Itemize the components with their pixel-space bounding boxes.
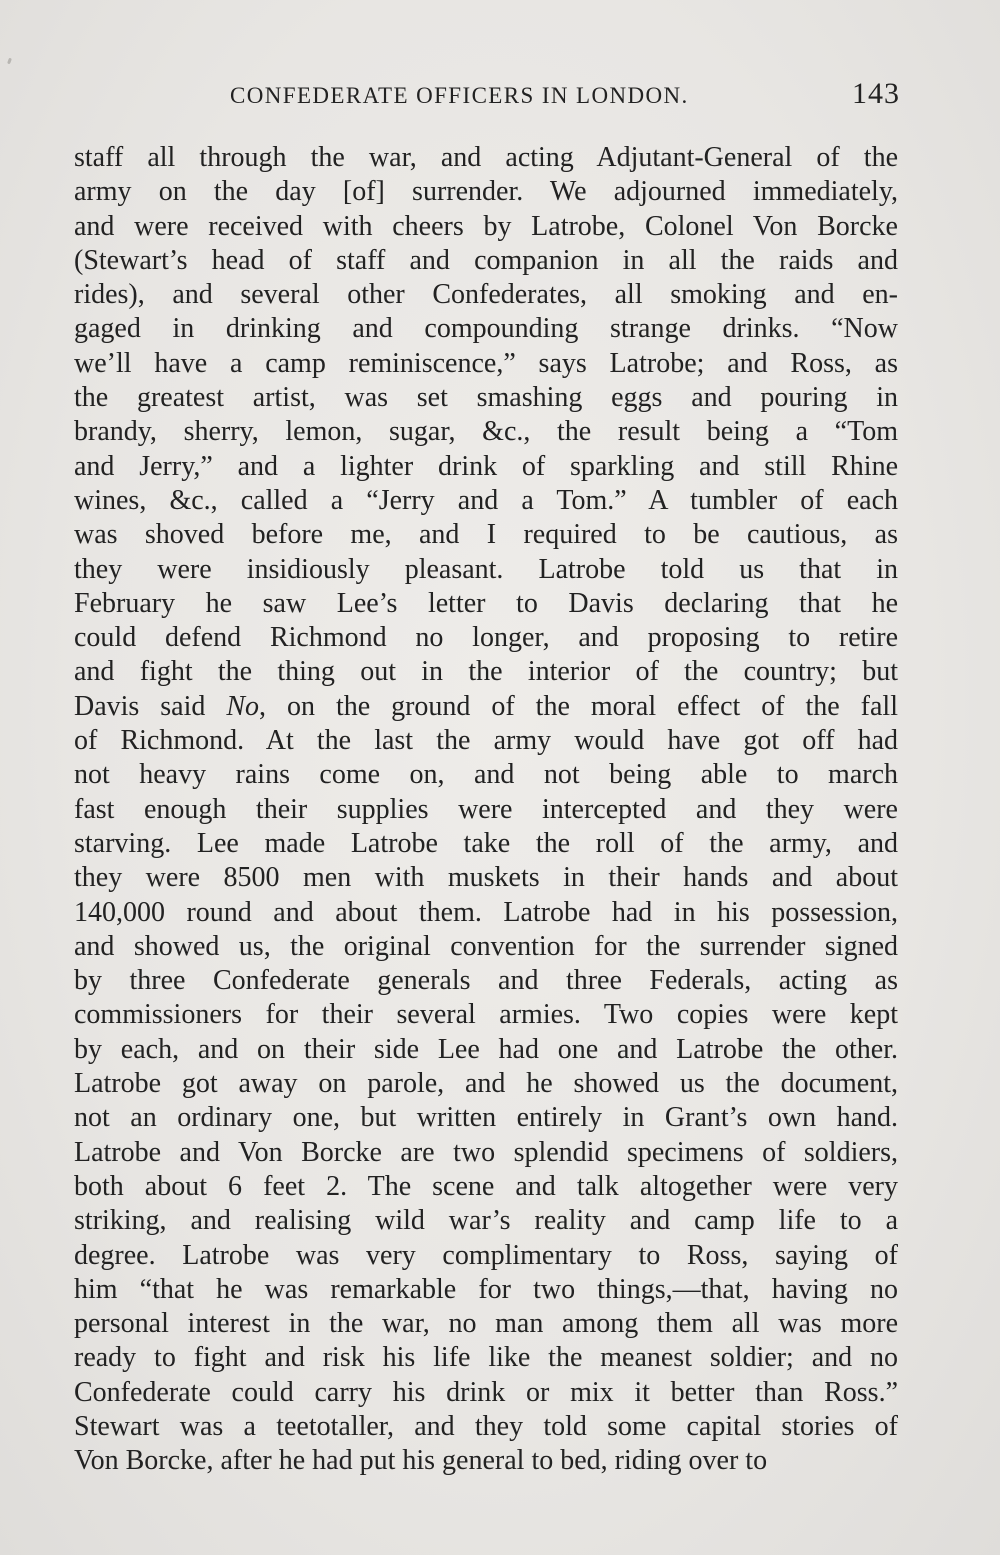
text-line: February he saw Lee’s letter to Davis declaring that he xyxy=(74,587,898,619)
text-line: him “that he was remarkable for two things,—that, having no xyxy=(74,1273,898,1305)
text-line: staff all through the war, and acting Adjutant-General of the xyxy=(74,142,898,173)
text-line: we’ll have a camp reminiscence,” says Latrobe; and Ross, as xyxy=(74,347,898,379)
text-line: striking, and realising wild war’s reality and camp life to a xyxy=(74,1205,898,1237)
text-line: by three Confederate generals and three Federals, acting as xyxy=(74,965,898,997)
text-line: they were insidiously pleasant. Latrobe told us that in xyxy=(74,553,898,585)
text-line: could defend Richmond no longer, and proposing to retire xyxy=(74,622,898,654)
page-number: 143 xyxy=(852,77,900,110)
page-header xyxy=(0,78,1000,114)
text-line: ready to fight and risk his life like the meanest soldier; and no xyxy=(74,1342,898,1374)
text-line: and showed us, the original convention for the surrender signed xyxy=(74,930,898,962)
text-line: fast enough their supplies were intercepted and they were xyxy=(74,793,898,825)
text-line: and were received with cheers by Latrobe, Colonel Von Borcke xyxy=(74,210,898,242)
text-line: by each, and on their side Lee had one and Latrobe the other. xyxy=(74,1033,898,1065)
text-line: starving. Lee made Latrobe take the roll of the army, and xyxy=(74,827,898,859)
running-head: CONFEDERATE OFFICERS IN LONDON. xyxy=(230,83,689,108)
text-line: army on the day [of] surrender. We adjourned immediately, xyxy=(74,176,898,208)
text-line: not an ordinary one, but written entirely in Grant’s own hand. xyxy=(74,1102,898,1134)
text-line: rides), and several other Confederates, all smoking and en- xyxy=(74,279,898,311)
text-line: Latrobe and Von Borcke are two splendid specimens of soldiers, xyxy=(74,1136,898,1168)
text-line: they were 8500 men with muskets in their hands and about xyxy=(74,862,898,894)
text-line: and Jerry,” and a lighter drink of sparkling and still Rhine xyxy=(74,450,898,482)
stray-ink-mark xyxy=(7,58,12,65)
text-line: gaged in drinking and compounding strange drinks. “Now xyxy=(74,313,898,345)
text-line: (Stewart’s head of staff and companion in all the raids and xyxy=(74,244,898,276)
text-line: brandy, sherry, lemon, sugar, &c., the result being a “Tom xyxy=(74,416,898,448)
text-line: not heavy rains come on, and not being able to march xyxy=(74,759,898,791)
text-line: 140,000 round and about them. Latrobe had in his possession, xyxy=(74,896,898,928)
text-line: commissioners for their several armies. Two copies were kept xyxy=(74,999,898,1031)
text-line: Latrobe got away on parole, and he showed us the document, xyxy=(74,1068,898,1100)
text-line: was shoved before me, and I required to be cautious, as xyxy=(74,519,898,551)
text-line: Von Borcke, after he had put his general to bed, riding over to xyxy=(74,1445,768,1477)
text-line: Confederate could carry his drink or mix it better than Ross.” xyxy=(74,1376,898,1408)
text-line: and fight the thing out in the interior of the country; but xyxy=(74,656,898,688)
text-line: Stewart was a teetotaller, and they told some capital stories of xyxy=(74,1410,898,1442)
text-line: the greatest artist, was set smashing eggs and pouring in xyxy=(74,382,898,414)
text-line: of Richmond. At the last the army would have got off had xyxy=(74,725,898,757)
text-line: both about 6 feet 2. The scene and talk altogether were very xyxy=(74,1170,898,1202)
text-line: degree. Latrobe was very complimentary to Ross, saying of xyxy=(74,1239,898,1271)
text-line: personal interest in the war, no man among them all was more xyxy=(74,1308,898,1340)
text-line: Davis said No, on the ground of the moral effect of the fall xyxy=(74,690,898,722)
body-text xyxy=(74,141,898,1479)
text-line: wines, &c., called a “Jerry and a Tom.” A tumbler of each xyxy=(74,484,898,516)
